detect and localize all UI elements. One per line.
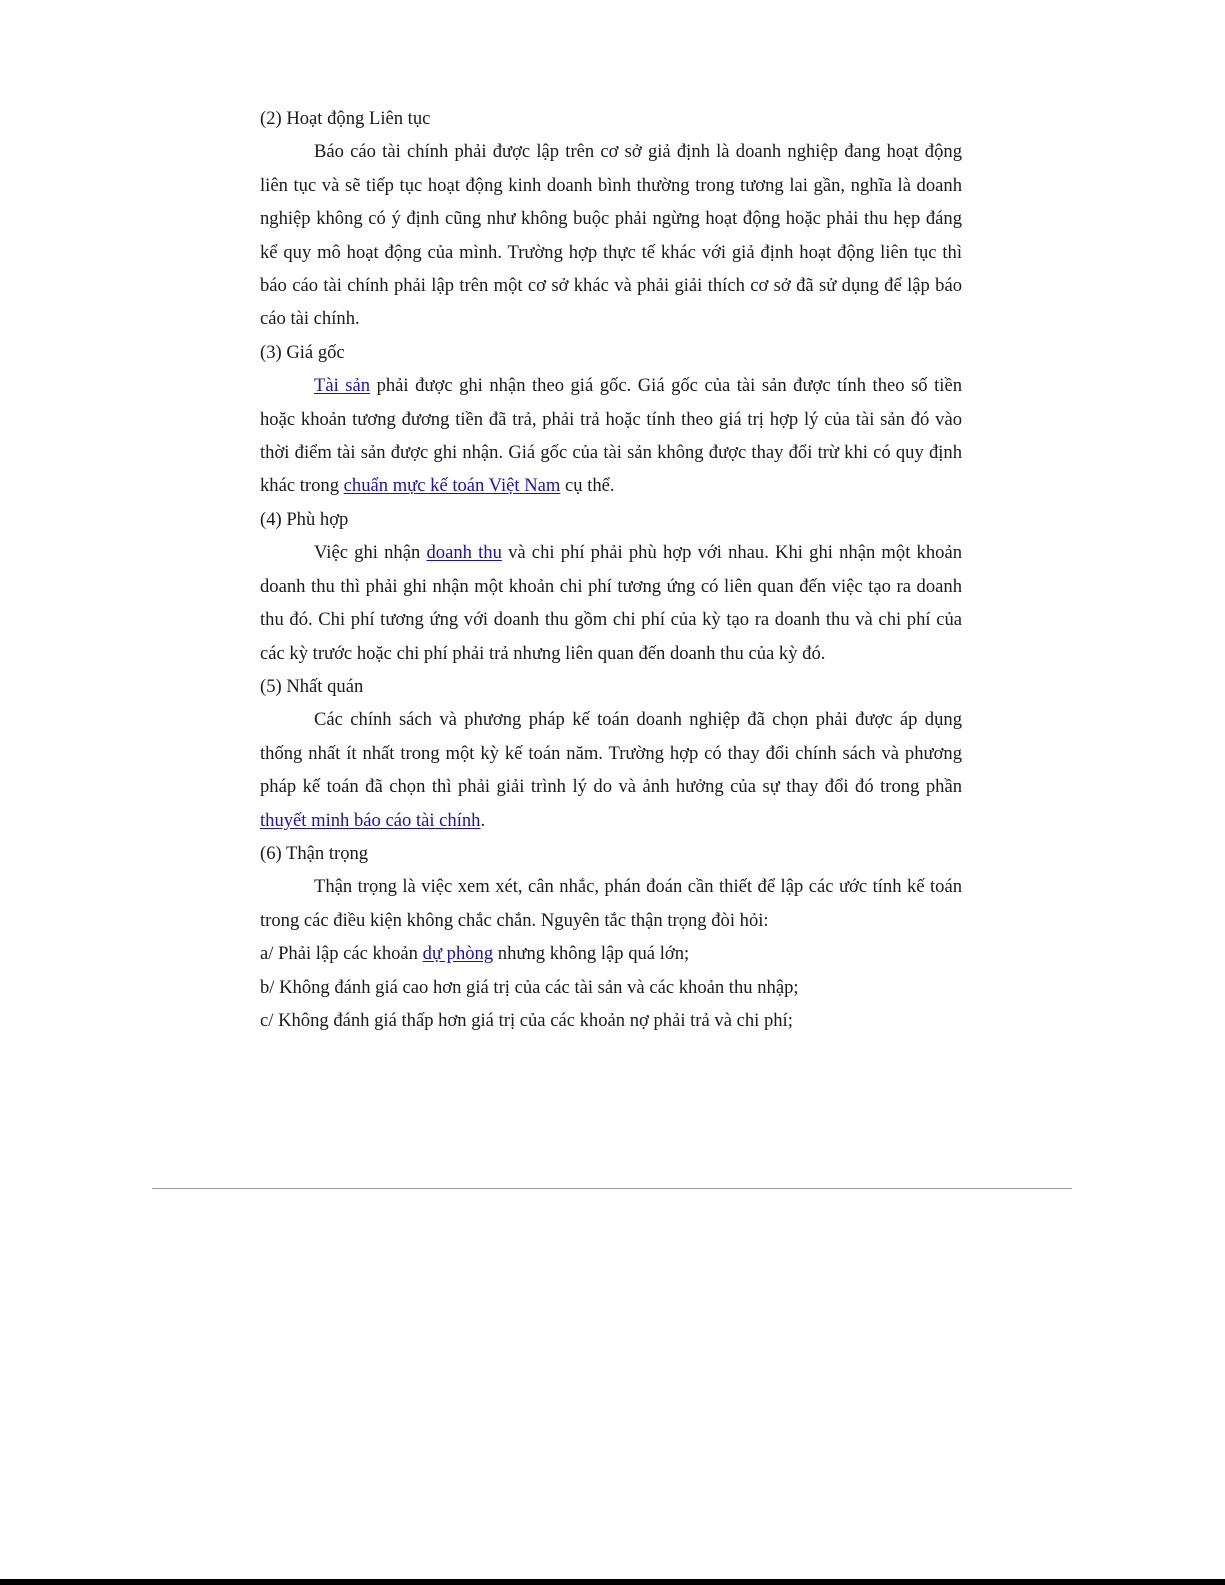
bottom-edge-bar [0,1579,1225,1585]
section-4-text-1: Việc ghi nhận [314,542,427,564]
link-tai-san[interactable]: Tài sản [314,375,371,397]
section-4-text-2: và chi phí phải phù hợp với nhau. Khi ghi nhận một khoản doanh thu thì phải ghi nhận một khoản chi phí tương ứng có liên quan đến việc tạo ra doanh thu đó. Chi phí tương ứng với doanh thu gồm chi phí của kỳ tạo ra doanh thu và chi phí của các kỳ trước hoặc chi phí phải trả nhưng liên quan đến doanh thu của kỳ đó. [260,542,962,664]
section-3-text-1: phải được ghi nhận theo giá gốc. Giá gốc của tài sản được tính theo số tiền hoặc khoản tương đương tiền đã trả, phải trả hoặc tính theo giá trị hợp lý của tài sản đó vào thời điểm tài sản được ghi nhận. Giá gốc của tài sản không được thay đổi trừ khi có quy định khác trong [260,375,962,497]
section-4-heading: (4) Phù hợp [260,508,349,530]
section-6-item-b: b/ Không đánh giá cao hơn giá trị của các tài sản và các khoản thu nhập; [260,976,799,998]
item-a-text-2: nhưng không lập quá lớn; [493,943,690,965]
item-a-text-1: a/ Phải lập các khoản [260,943,423,965]
section-6-item-a [260,937,962,970]
section-5-text-1: Các chính sách và phương pháp kế toán doanh nghiệp đã chọn phải được áp dụng thống nhất ít nhất trong một kỳ kế toán năm. Trường hợp có thay đổi chính sách và phương pháp kế toán đã chọn thì phải giải trình lý do và ảnh hưởng của sự thay đổi đó trong phần [260,709,962,798]
link-chuan-muc-ke-toan-viet-nam[interactable]: chuẩn mực kế toán Việt Nam [343,475,561,497]
section-5-text-2: . [480,809,486,831]
section-2-heading: (2) Hoạt động Liên tục [260,108,431,129]
link-du-phong[interactable]: dự phòng [422,943,494,965]
page-divider [152,1188,1072,1189]
link-doanh-thu[interactable]: doanh thu [426,542,502,564]
section-6-item-c: c/ Không đánh giá thấp hơn giá trị của các khoản nợ phải trả và chi phí; [260,1009,793,1031]
section-2-paragraph: Báo cáo tài chính phải được lập trên cơ sở giả định là doanh nghiệp đang hoạt động liên tục và sẽ tiếp tục hoạt động kinh doanh bình thường trong tương lai gần, nghĩa là doanh nghiệp không có ý định cũng như không buộc phải ngừng hoạt động hoặc phải thu hẹp đáng kể quy mô hoạt động của mình. Trường hợp thực tế khác với giả định hoạt động liên tục thì báo cáo tài chính phải lập trên một cơ sở khác và phải giải thích cơ sở đã sử dụng để lập báo cáo tài chính. [260,141,962,330]
section-3-heading: (3) Giá gốc [260,341,345,363]
section-4-paragraph [260,536,962,670]
link-thuyet-minh-bao-cao-tai-chinh[interactable]: thuyết minh báo cáo tài chính [260,809,481,831]
section-3-text-2: cụ thể. [560,475,615,497]
section-6-heading: (6) Thận trọng [260,842,369,864]
section-5-paragraph [260,703,962,837]
section-3-paragraph [260,369,962,503]
document-body [260,102,962,1037]
section-5-heading: (5) Nhất quán [260,675,364,697]
section-6-paragraph: Thận trọng là việc xem xét, cân nhắc, phán đoán cần thiết để lập các ước tính kế toán trong các điều kiện không chắc chắn. Nguyên tắc thận trọng đòi hỏi: [260,876,962,931]
